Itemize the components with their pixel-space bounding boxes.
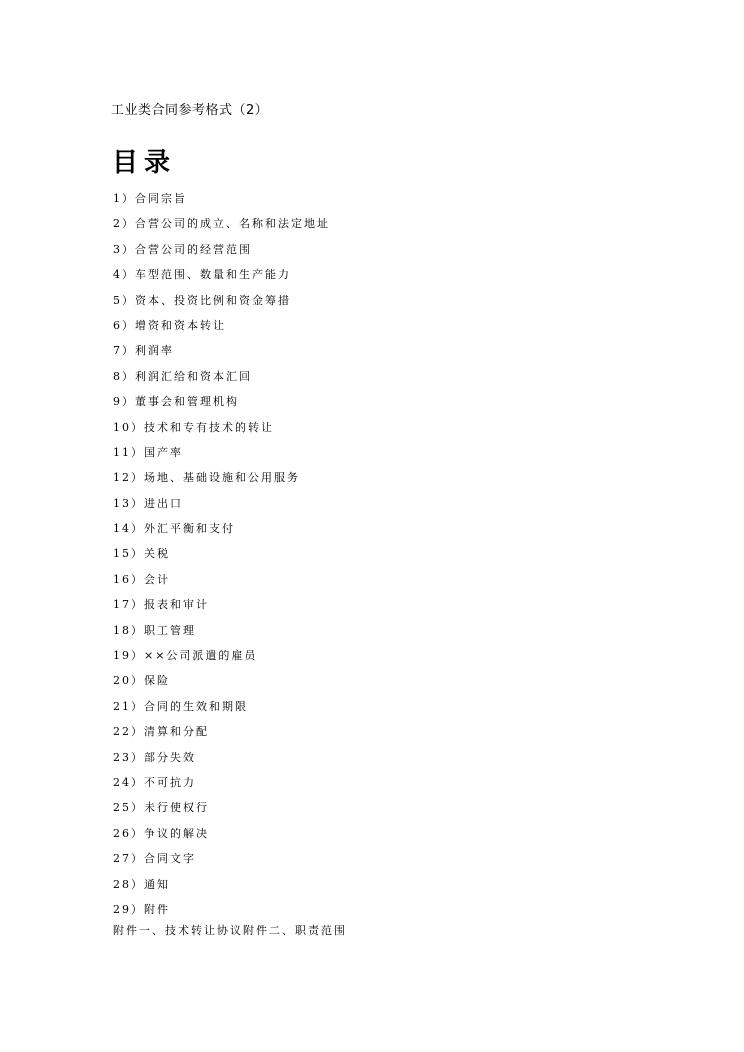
toc-item: 14）外汇平衡和支付: [113, 522, 235, 536]
toc-item: 26）争议的解决: [113, 826, 209, 840]
toc-item: 17）报表和审计: [113, 598, 209, 612]
toc-item: 2）合营公司的成立、名称和法定地址: [113, 217, 330, 231]
toc-item: 24）不可抗力: [113, 775, 196, 789]
toc-item: 16）会计: [113, 572, 170, 586]
toc-item: 23）部分失效: [113, 750, 196, 764]
toc-heading: 目录: [112, 148, 177, 178]
toc-item: 4）车型范围、数量和生产能力: [113, 268, 291, 282]
toc-item: 5）资本、投资比例和资金筹措: [113, 293, 291, 307]
toc-item: 28）通知: [113, 877, 170, 891]
appendix-line: 附件一、技术转让协议附件二、职责范围: [113, 924, 347, 937]
toc-item: 10）技术和专有技术的转让: [113, 420, 274, 434]
toc-item: 7）利润率: [113, 344, 174, 358]
toc-item: 22）清算和分配: [113, 725, 209, 739]
toc-item: 8）利润汇给和资本汇回: [113, 369, 252, 383]
toc-item: 15）关税: [113, 547, 170, 561]
toc-item: 27）合同文字: [113, 852, 196, 866]
toc-item: 11）国产率: [113, 445, 183, 459]
toc-item: 25）未行使权行: [113, 801, 209, 815]
toc-item: 29）附件: [113, 902, 170, 916]
toc-item: 13）进出口: [113, 496, 183, 510]
toc-item: 3）合营公司的经营范围: [113, 242, 252, 256]
toc-list: [113, 186, 330, 922]
document-title: 工业类合同参考格式（2）: [111, 103, 269, 118]
toc-item: 6）增资和资本转让: [113, 318, 226, 332]
toc-item: 18）职工管理: [113, 623, 196, 637]
toc-item: 21）合同的生效和期限: [113, 699, 248, 713]
toc-item: 9）董事会和管理机构: [113, 395, 239, 409]
toc-item: 12）场地、基础设施和公用服务: [113, 471, 300, 485]
toc-item: 20）保险: [113, 674, 170, 688]
toc-item: 1）合同宗旨: [113, 192, 187, 205]
toc-item: 19）××公司派遣的雇员: [113, 649, 258, 663]
